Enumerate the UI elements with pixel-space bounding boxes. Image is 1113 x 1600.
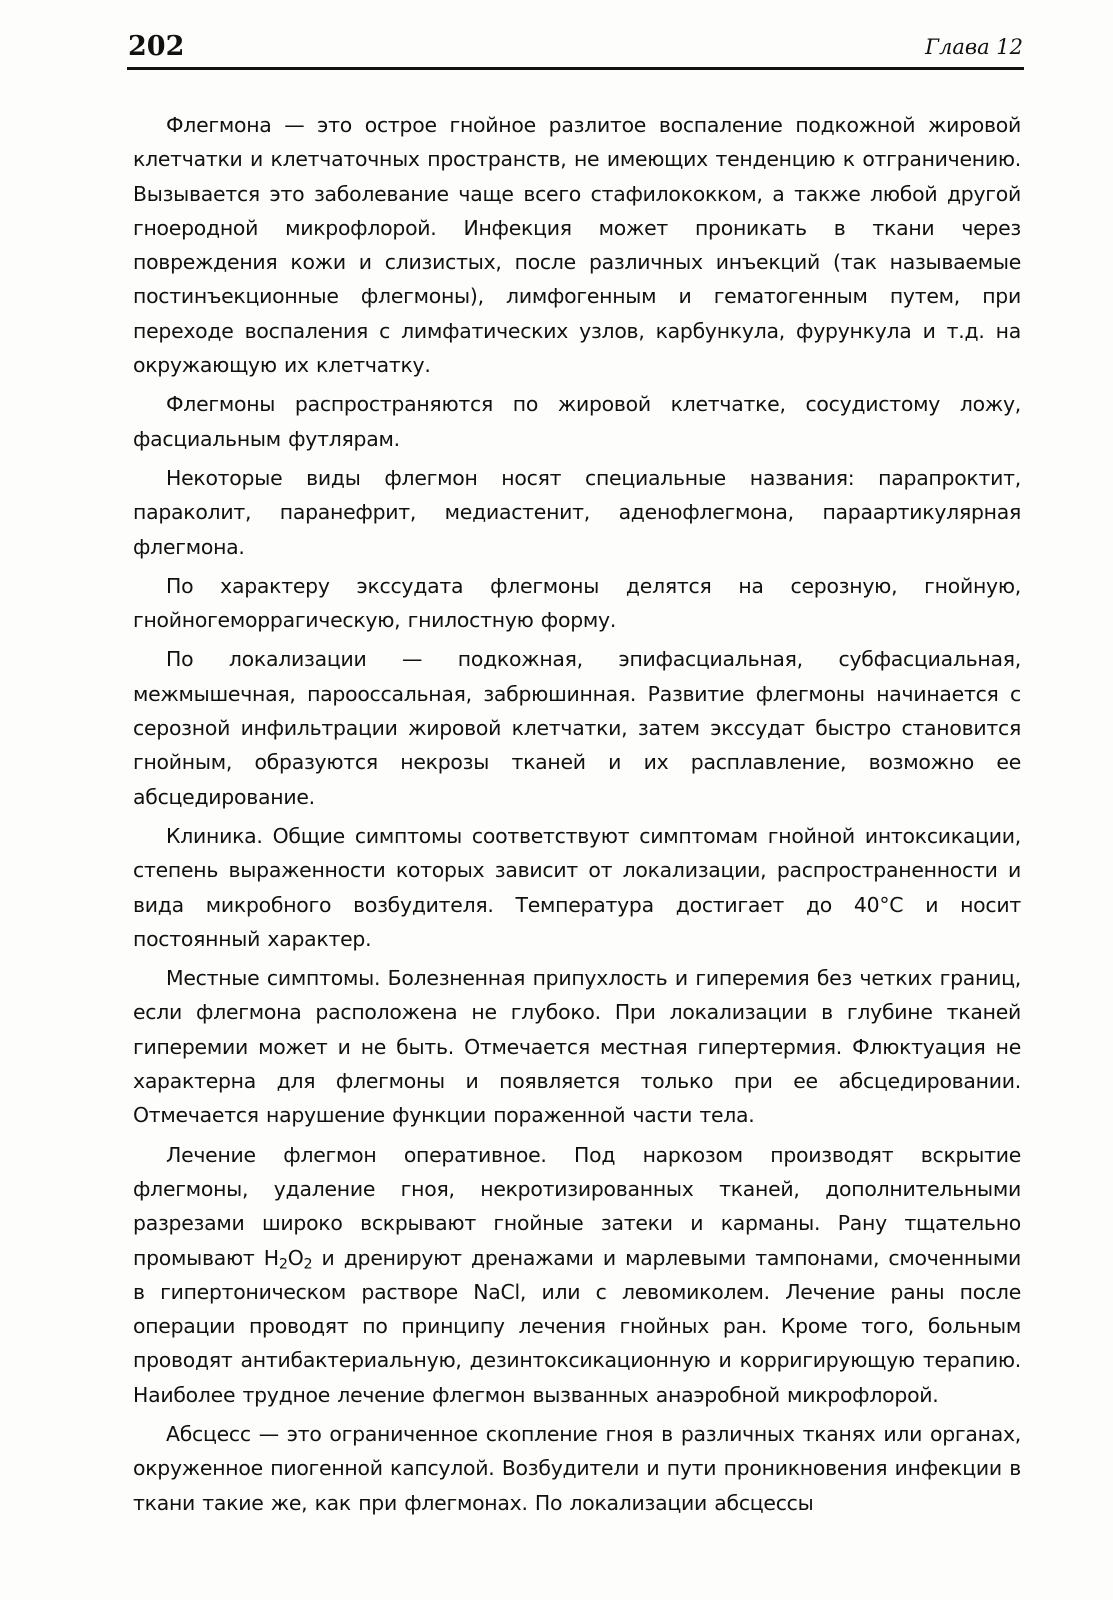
- chapter-running-head: Глава 12: [925, 35, 1023, 59]
- header-rule: [127, 67, 1024, 70]
- paragraph-abscess: Абсцесс — это ограниченное скопление гноя в различных тканях или органах, окруженное пиогенной капсулой. Возбудители и пути проникновения инфекции в ткани такие же, как при флегмонах. По локализации абсцессы: [133, 1421, 1021, 1515]
- paragraph-types: Некоторые виды флегмон носят специальные названия: парапроктит, параколит, паранефрит, медиастенит, аденофлегмона, параартикулярная флегмона.: [133, 465, 1021, 559]
- paragraph-local-symptoms: Местные симптомы. Болезненная припухлость и гиперемия без четких границ, если флегмона расположена не глубоко. При локализации в глубине тканей гиперемии может и не быть. Отмечается местная гипертермия. Флюктуация не характерна для флегмоны и появляется только при ее абсцедировании. Отмечается нарушение функции пораженной части тела.: [133, 966, 1021, 1128]
- formula-o: O: [287, 1245, 304, 1270]
- formula-h: H: [263, 1245, 279, 1270]
- paragraph-localization: По локализации — подкожная, эпифасциальная, субфасциальная, межмышечная, парооссальная, забрюшинная. Развитие флегмоны начинается с серозной инфильтрации жировой клетчатки, затем экссудат быстро становится гнойным, образуются некрозы тканей и их расплавление, возможно ее абсцедирование.: [133, 647, 1021, 809]
- paragraph-treatment: [133, 1138, 1021, 1412]
- paragraph-phlegmon-definition: Флегмона — это острое гнойное разлитое воспаление подкожной жировой клетчатки и клетчаточных пространств, не имеющих тенденцию к отграничению. Вызывается это заболевание чаще всего стафилококком, а также любой другой гноеродной микрофлорой. Инфекция может проникать в ткани через повреждения кожи и слизистых, после различных инъекций (так называемые постинъекционные флегмоны), лимфогенным и гематогенным путем, при переходе воспаления с лимфатических узлов, карбункула, фурункула и т.д. на окружающую их клетчатку.: [133, 113, 1021, 378]
- treatment-text-start: Лечение флегмон оперативное. Под наркозом производят вскрытие флегмоны, удаление гноя, некротизированных тканей, дополнительными разрезами широко вскрывают гнойные затеки и карманы. Рану тщательно промывают: [133, 1142, 1021, 1270]
- body-text: [133, 108, 1021, 1520]
- page-number: 202: [128, 31, 185, 62]
- paragraph-exudate: По характеру экссудата флегмоны делятся на серозную, гнойную, гнойногеморрагическую, гнилостную форму.: [133, 573, 1021, 633]
- paragraph-spread: Флегмоны распространяются по жировой клетчатке, сосудистому ложу, фасциальным футлярам.: [133, 392, 1021, 451]
- formula-o-subscript: 2: [303, 1256, 313, 1273]
- page-header: [128, 28, 1023, 70]
- paragraph-clinic: Клиника. Общие симптомы соответствуют симптомам гнойной интоксикации, степень выраженности которых зависит от локализации, распространенности и вида микробного возбудителя. Температура достигает до 40°C и носит постоянный характер.: [133, 823, 1021, 951]
- treatment-text-end: и дренируют дренажами и марлевыми тампонами, смоченными в гипертоническом растворе NaCl, или с левомиколем. Лечение раны после операции проводят по принципу лечения гнойных ран. Кроме того, больным проводят антибактериальную, дезинтоксикационную и корригирующую терапию. Наиболее трудное лечение флегмон вызванных анаэробной микрофлорой.: [133, 1245, 1021, 1407]
- formula-h-subscript: 2: [278, 1256, 288, 1273]
